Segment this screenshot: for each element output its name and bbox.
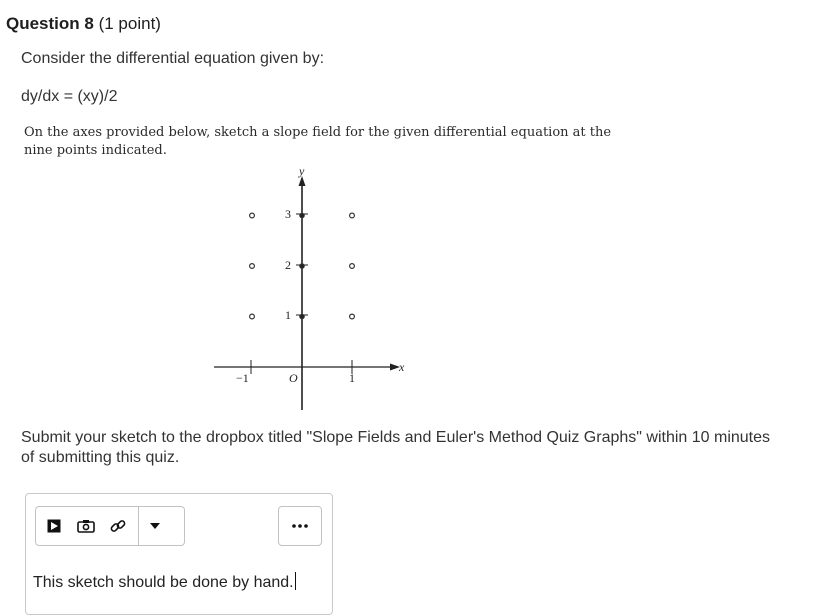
caret-down-icon <box>150 523 160 529</box>
sample-point <box>300 213 304 217</box>
link-icon <box>109 517 127 535</box>
toolbar-dropdown-button[interactable] <box>139 507 171 545</box>
y-tick-label-1: 1 <box>285 308 291 322</box>
text-caret <box>295 572 296 590</box>
y-tick-label-2: 2 <box>285 258 291 272</box>
editor-toolbar <box>35 506 185 546</box>
more-horizontal-icon <box>292 524 308 528</box>
sample-point <box>350 314 355 319</box>
question-points: (1 point) <box>98 14 161 33</box>
sample-point <box>300 314 304 318</box>
slope-field-axes <box>200 160 420 420</box>
x-axis-label: x <box>399 360 405 374</box>
y-axis-label: y <box>299 164 305 178</box>
more-actions-button[interactable] <box>278 506 322 546</box>
y-tick-label-3: 3 <box>285 207 291 221</box>
x-tick-label-neg1: −1 <box>236 371 249 385</box>
question-header <box>6 14 161 34</box>
sample-point <box>250 264 255 269</box>
sample-point <box>250 213 255 218</box>
differential-equation: dy/dx = (xy)/2 <box>21 88 118 105</box>
sample-point <box>350 213 355 218</box>
editor-content[interactable] <box>33 572 296 592</box>
origin-label: O <box>289 371 298 385</box>
submit-instructions: Submit your sketch to the dropbox titled "Slope Fields and Euler's Method Quiz Graphs" within 10 minutes of submitting this quiz. <box>21 429 771 466</box>
insert-image-button[interactable] <box>72 511 100 541</box>
sample-point <box>350 264 355 269</box>
sample-point <box>300 264 304 268</box>
insert-video-button[interactable] <box>40 511 68 541</box>
x-tick-label-1: 1 <box>349 371 355 385</box>
question-title: Question 8 <box>6 14 94 33</box>
sketch-instructions: On the axes provided below, sketch a slope field for the given differential equation at the nine points indicated. <box>24 125 612 158</box>
question-prompt: Consider the differential equation given by: <box>21 50 325 67</box>
editor-content-text: This sketch should be done by hand. <box>33 574 294 591</box>
answer-editor[interactable] <box>25 493 333 615</box>
sample-point <box>250 314 255 319</box>
camera-icon <box>77 519 95 533</box>
insert-link-button[interactable] <box>104 511 132 541</box>
video-icon <box>47 519 61 533</box>
